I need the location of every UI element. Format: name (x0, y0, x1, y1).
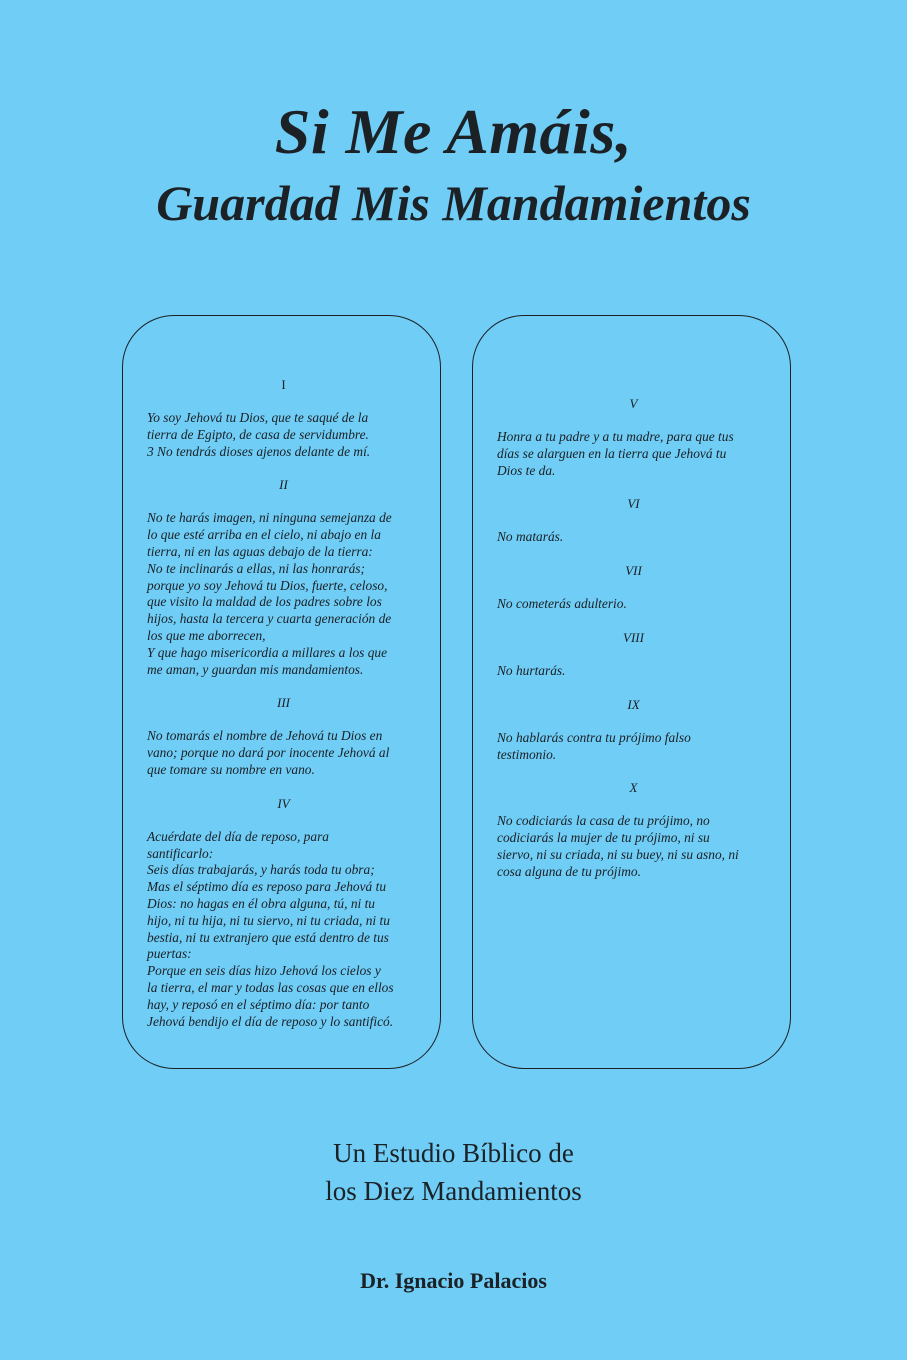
commandment-numeral: I (281, 377, 286, 392)
commandment-7 (497, 562, 770, 613)
commandment-numeral: II (279, 477, 288, 493)
commandment-2 (147, 476, 420, 678)
commandment-numeral: V (629, 396, 638, 411)
commandment-3 (147, 694, 420, 778)
commandment-5 (497, 395, 770, 479)
commandment-numeral: IX (627, 696, 640, 712)
commandment-9 (497, 696, 770, 764)
commandment-text: No tomarás el nombre de Jehová tu Dios en vano; porque no dará por inocente Jehová al que tomare su nombre en vano. (147, 728, 390, 777)
subtitle-line-2: los Diez Mandamientos (325, 1176, 582, 1206)
book-title (0, 96, 907, 234)
subtitle-line-1: Un Estudio Bíblico de (333, 1138, 574, 1168)
commandment-numeral: IV (277, 795, 290, 811)
commandment-numeral: X (629, 780, 638, 796)
commandment-text: No hurtarás. (497, 662, 566, 678)
commandment-1 (147, 376, 420, 460)
commandment-text: No matarás. (497, 529, 564, 545)
author-name: Dr. Ignacio Palacios (360, 1268, 547, 1293)
commandment-text: No te harás imagen, ni ninguna semejanza de lo que esté arriba en el cielo, ni abajo en la tierra, ni en las aguas debajo de la tierra: No te inclinarás a ellas, ni las honrarás; porque yo soy Jehová tu Dios, fuerte, celoso, que visito la maldad de los padres sobre los hijos, hasta la tercera y cuarta generación de los que me aborrecen, Y que hago misericordia a millares a los que me aman, y guardan mis mandamientos. (147, 510, 392, 677)
commandment-numeral: VII (625, 563, 642, 579)
left-stone-tablet (122, 315, 441, 1069)
book-subtitle (0, 1134, 907, 1210)
commandment-text: Acuérdate del día de reposo, para santificarlo: Seis días trabajarás, y harás toda tu obra; Mas el séptimo día es reposo para Jehová tu Dios: no hagas en él obra alguna, tú, ni tu hijo, ni tu hija, ni tu siervo, ni tu criada, ni tu bestia, ni tu extranjero que está dentro de tus puertas: Porque en seis días hizo Jehová los cielos y la tierra, el mar y todas las cosas que en ellos hay, y reposó en el séptimo día: por tanto Jehová bendijo el día de reposo y lo santificó. (147, 828, 394, 1029)
title-line-2: Guardad Mis Mandamientos (156, 175, 751, 231)
commandment-8 (497, 629, 770, 680)
commandment-text: No cometerás adulterio. (497, 596, 627, 612)
commandment-text: Honra a tu padre y a tu madre, para que tus días se alarguen en la tierra que Jehová tu Dios te da. (497, 429, 734, 478)
commandment-4 (147, 795, 420, 1031)
right-stone-tablet (472, 315, 791, 1069)
title-line-1: Si Me Amáis, (274, 96, 633, 167)
commandment-6 (497, 495, 770, 546)
commandment-numeral: VIII (623, 629, 644, 645)
commandment-text: No hablarás contra tu prójimo falso testimonio. (497, 729, 691, 762)
commandment-text: No codiciarás la casa de tu prójimo, no codiciarás la mujer de tu prójimo, ni su siervo, ni su criada, ni su buey, ni su asno, ni cosa alguna de tu prójimo. (497, 813, 739, 879)
commandment-10 (497, 779, 770, 880)
commandment-numeral: III (277, 695, 290, 711)
commandment-text: Yo soy Jehová tu Dios, que te saqué de la tierra de Egipto, de casa de servidumbre. 3 No tendrás dioses ajenos delante de mí. (147, 410, 371, 459)
commandment-numeral: VI (627, 496, 640, 512)
